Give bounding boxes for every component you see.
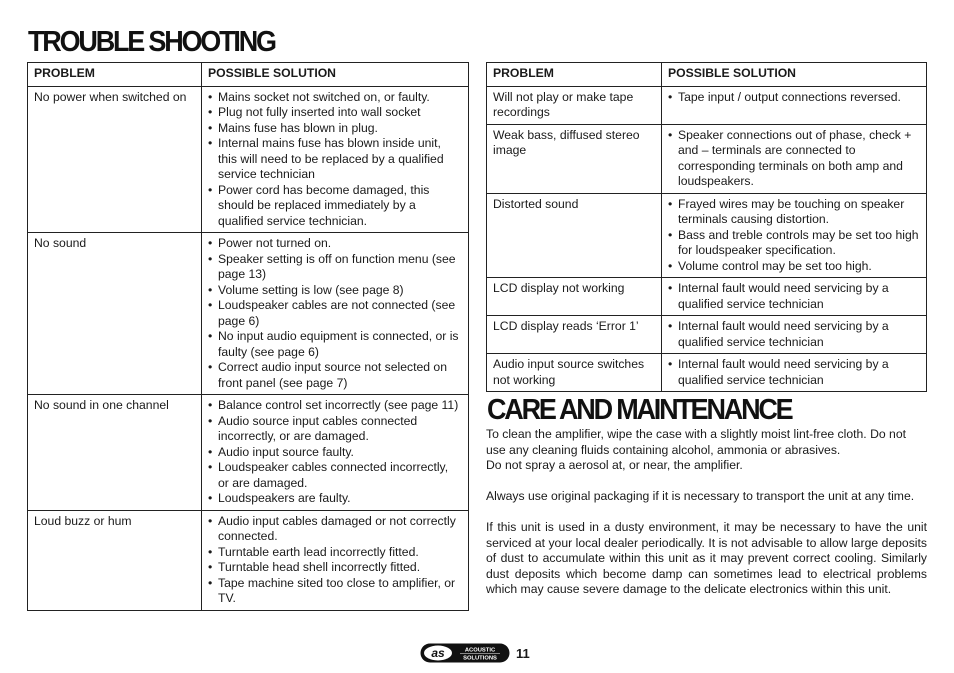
care-text [486,427,927,598]
solution-item: • Frayed wires may be touching on speaker terminals causing distortion. [668,197,920,228]
solution-item: • Speaker setting is off on function menu (see page 13) [208,252,462,283]
solution-cell [202,86,469,233]
solution-list [208,514,462,607]
solution-item: • Bass and treble controls may be set too high for loudspeaker specification. [668,228,920,259]
table-header-row [487,63,927,87]
solution-item: • Balance control set incorrectly (see page 11) [208,398,462,414]
solution-cell [202,395,469,511]
table-row [28,510,469,610]
problem-cell: Audio input source switches not working [487,354,662,392]
solution-cell [662,86,927,124]
solution-list [668,281,920,312]
solution-item: • Loudspeaker cables connected incorrectly, or are damaged. [208,460,462,491]
acoustic-solutions-logo [420,643,510,663]
table-row [487,278,927,316]
table-row [28,86,469,233]
problem-cell: No sound in one channel [28,395,202,511]
solution-list [208,398,462,507]
table-body [487,86,927,392]
care-line: To clean the amplifier, wipe the case with a slightly moist lint-free cloth. Do not use any cleaning fluids containing alcohol, ammonia or abrasives. [486,427,906,457]
table-row [487,316,927,354]
troubleshooting-table-right [486,62,927,392]
solution-item: • Speaker connections out of phase, check + and – terminals are connected to corresponding terminals on both amp and loudspeakers. [668,128,920,190]
table-row [487,354,927,392]
solution-item: • Audio source input cables connected incorrectly, or are damaged. [208,414,462,445]
problem-column-header: PROBLEM [487,63,662,87]
solution-item: • Tape input / output connections reversed. [668,90,920,106]
page-number: 11 [516,645,530,661]
solution-item: • Mains fuse has blown in plug. [208,121,462,137]
solution-column-header: POSSIBLE SOLUTION [662,63,927,87]
care-paragraph: If this unit is used in a dusty environment, it may be necessary to have the unit serviced at your local dealer periodically. It is not advisable to allow large deposits of dust to accumulate within this unit as it may prevent correct cooling. Similarly dust deposits which become damp can sometimes lead to electrical problems which may cause severe damage to the delicate electronics within this unit. [486,520,927,596]
solution-cell [662,354,927,392]
problem-cell: No sound [28,233,202,395]
trouble-shooting-heading: TROUBLE SHOOTING [28,26,275,58]
solution-item: • Turntable earth lead incorrectly fitted. [208,545,462,561]
solution-item: • Power not turned on. [208,236,462,252]
table-row [28,395,469,511]
care-maintenance-heading: CARE AND MAINTENANCE [487,394,792,426]
solution-list [668,319,920,350]
solution-list [668,197,920,275]
solution-cell [662,278,927,316]
care-paragraph [486,427,927,474]
table-row [487,86,927,124]
solution-cell [202,510,469,610]
problem-cell: Weak bass, diffused stereo image [487,124,662,193]
logo-line-1: ACOUSTIC [464,647,496,654]
solution-cell [662,124,927,193]
solution-item: • Correct audio input source not selected on front panel (see page 7) [208,360,462,391]
solution-item: • Plug not fully inserted into wall socket [208,105,462,121]
table-row [28,233,469,395]
solution-list [208,90,462,230]
table-body [28,86,469,610]
solution-list [668,90,920,106]
solution-item: • Power cord has become damaged, this should be replaced immediately by a qualified service technician. [208,183,462,230]
page-footer [420,643,530,663]
solution-item: • Mains socket not switched on, or faulty. [208,90,462,106]
table-row [487,193,927,278]
solution-list [668,357,920,388]
table-header-row [28,63,469,87]
solution-item: • Tape machine sited too close to amplifier, or TV. [208,576,462,607]
solution-item: • Internal fault would need servicing by a qualified service technician [668,319,920,350]
problem-cell: No power when switched on [28,86,202,233]
care-line: Do not spray a aerosol at, or near, the amplifier. [486,458,743,472]
solution-item: • Audio input cables damaged or not correctly connected. [208,514,462,545]
solution-column-header: POSSIBLE SOLUTION [202,63,469,87]
solution-item: • Internal fault would need servicing by a qualified service technician [668,281,920,312]
solution-list [208,236,462,391]
solution-cell [662,316,927,354]
solution-item: • Volume control may be set too high. [668,259,920,275]
logo-line-2: SOLUTIONS [463,655,497,662]
logo-mark: as [431,646,445,660]
solution-item: • Turntable head shell incorrectly fitted. [208,560,462,576]
troubleshooting-table-left [27,62,469,611]
solution-item: • Loudspeakers are faulty. [208,491,462,507]
problem-cell: Distorted sound [487,193,662,278]
solution-list [668,128,920,190]
solution-cell [662,193,927,278]
solution-item: • Audio input source faulty. [208,445,462,461]
problem-cell: Loud buzz or hum [28,510,202,610]
care-paragraph: Always use original packaging if it is necessary to transport the unit at any time. [486,489,915,503]
problem-cell: Will not play or make tape recordings [487,86,662,124]
solution-item: • Loudspeaker cables are not connected (see page 6) [208,298,462,329]
table-row [487,124,927,193]
solution-item: • No input audio equipment is connected, or is faulty (see page 6) [208,329,462,360]
solution-item: • Internal mains fuse has blown inside unit, this will need to be replaced by a qualified service technician [208,136,462,183]
solution-item: • Volume setting is low (see page 8) [208,283,462,299]
problem-cell: LCD display reads ‘Error 1’ [487,316,662,354]
problem-cell: LCD display not working [487,278,662,316]
problem-column-header: PROBLEM [28,63,202,87]
solution-cell [202,233,469,395]
solution-item: • Internal fault would need servicing by a qualified service technician [668,357,920,388]
